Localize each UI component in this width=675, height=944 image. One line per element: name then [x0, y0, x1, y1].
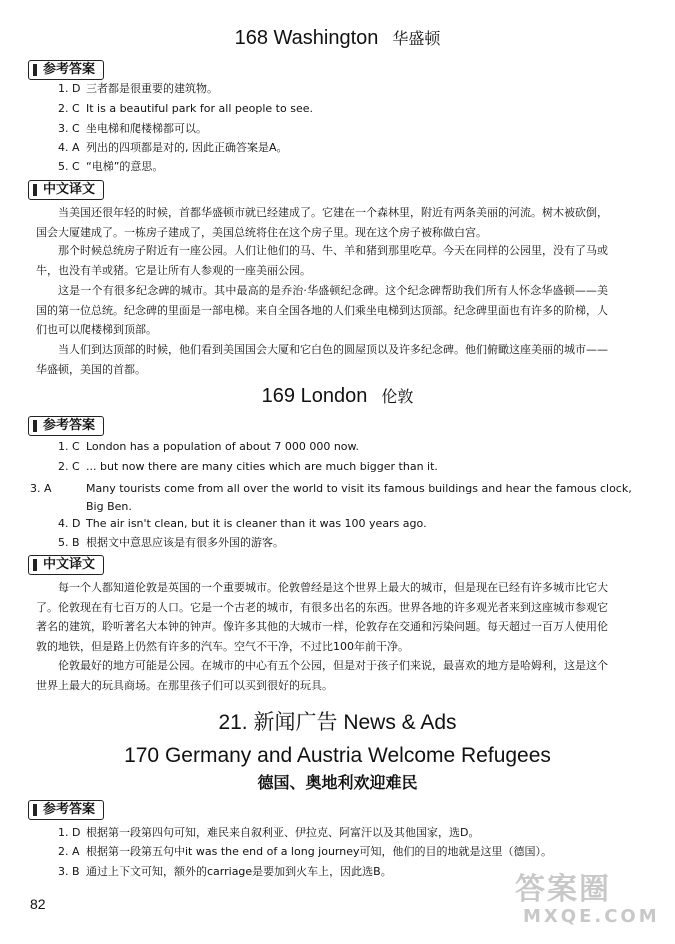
answer-item: 2. C It is a beautiful park for all people to see. — [58, 102, 313, 115]
answer-item: 1. D 三者都是很重要的建筑物。 — [58, 82, 218, 95]
answer-item: 2. A 根据第一段第五句中it was the end of a long journey可知，他们的目的地就是这里（德国）。 — [58, 845, 553, 858]
paragraph: 每一个人都知道伦敦是英国的一个重要城市。伦敦曾经是这个世界上最大的城市，但是现在已经有许多城市比它大了。伦敦现在有七百万的人口。它是一个古老的城市，有很多出名的东西。世界各地的许多观光者来到这座城市参观它著名的建筑，聆听著名大本钟的钟声。像许多其他的大城市一样，伦敦存在交通和污染问题。每天超过一百万人使用伦敦的地铁，但是路上仍然有许多的汽车。空气不干净，不过比100年前干净。 — [36, 581, 608, 653]
title-en: 168 Washington — [234, 27, 379, 49]
paragraph: 当美国还很年轻的时候，首都华盛顿市就已经建成了。它建在一个森林里，附近有两条美丽的河流。树木被砍倒，国会大厦建成了。一栋房子建成了，美国总统将住在这个房子里。现在这个房子被称做白宫。 — [36, 206, 608, 239]
section-170-title: 170 Germany and Austria Welcome Refugees — [124, 744, 551, 767]
translation-tag: 中文译文 — [28, 555, 104, 575]
answer-item: 3. C 坐电梯和爬楼梯都可以。 — [58, 122, 207, 135]
page-number: 82 — [30, 896, 46, 912]
paragraph: 当人们到达顶部的时候，他们看到美国国会大厦和它白色的圆屋顶以及许多纪念碑。他们俯瞰这座美丽的城市——华盛顿，美国的首都。 — [36, 343, 608, 376]
answer-item: 5. B 根据文中意思应该是有很多外国的游客。 — [58, 536, 284, 549]
title-zh: 伦敦 — [381, 387, 414, 406]
title-en: 169 London — [261, 385, 368, 407]
answer-item: 5. C “电梯”的意思。 — [58, 160, 164, 173]
section-170-subtitle: 德国、奥地利欢迎难民 — [257, 773, 418, 792]
answer-item: 4. A 列出的四项都是对的, 因此正确答案是A。 — [58, 141, 288, 154]
answer-item: 4. D The air isn't clean, but it is cleaner than it was 100 years ago. — [58, 517, 427, 530]
watermark-top: 答案圈 — [515, 872, 611, 907]
answer-tag: 参考答案 — [28, 800, 104, 820]
section-168-title — [0, 26, 675, 50]
answer-item: 1. D 根据第一段第四句可知，难民来自叙利亚、伊拉克、阿富汗以及其他国家，选D。 — [58, 826, 480, 839]
section-169-title — [0, 384, 675, 408]
watermark-logo — [505, 860, 660, 940]
paragraph: 那个时候总统房子附近有一座公园。人们让他们的马、牛、羊和猪到那里吃草。今天在同样的公园里，没有了马或牛，也没有羊或猪。它是让所有人参观的一座美丽公园。 — [36, 244, 608, 277]
answer-tag: 参考答案 — [28, 60, 104, 80]
unit-title: 21. 新闻广告 News & Ads — [218, 711, 457, 734]
paragraph: 这是一个有很多纪念碑的城市。其中最高的是乔治·华盛顿纪念碑。这个纪念碑帮助我们所有人怀念华盛顿——美国的第一位总统。纪念碑的里面是一部电梯。来自全国各地的人们乘坐电梯到达顶部。纪念碑里面也有许多的阶梯，人们也可以爬楼梯到顶部。 — [36, 284, 608, 336]
answer-item: 2. C ... but now there are many cities which are much bigger than it. — [58, 460, 438, 473]
answer-tag: 参考答案 — [28, 416, 104, 436]
answer-item: 3. A Many tourists come from all over the world to visit its famous buildings and hear the famous clock, Big Ben. — [30, 482, 632, 513]
answer-item: 3. B 通过上下文可知，额外的carriage是要加到火车上，因此选B。 — [58, 865, 392, 878]
answer-item: 1. C London has a population of about 7 000 000 now. — [58, 440, 360, 453]
title-zh: 华盛顿 — [392, 29, 441, 48]
paragraph: 伦敦最好的地方可能是公园。在城市的中心有五个公园，但是对于孩子们来说，最喜欢的地方是哈姆利，这是这个世界上最大的玩具商场。在那里孩子们可以买到很好的玩具。 — [36, 659, 608, 692]
translation-tag: 中文译文 — [28, 180, 104, 200]
watermark-bottom: MXQE.COM — [523, 906, 660, 927]
